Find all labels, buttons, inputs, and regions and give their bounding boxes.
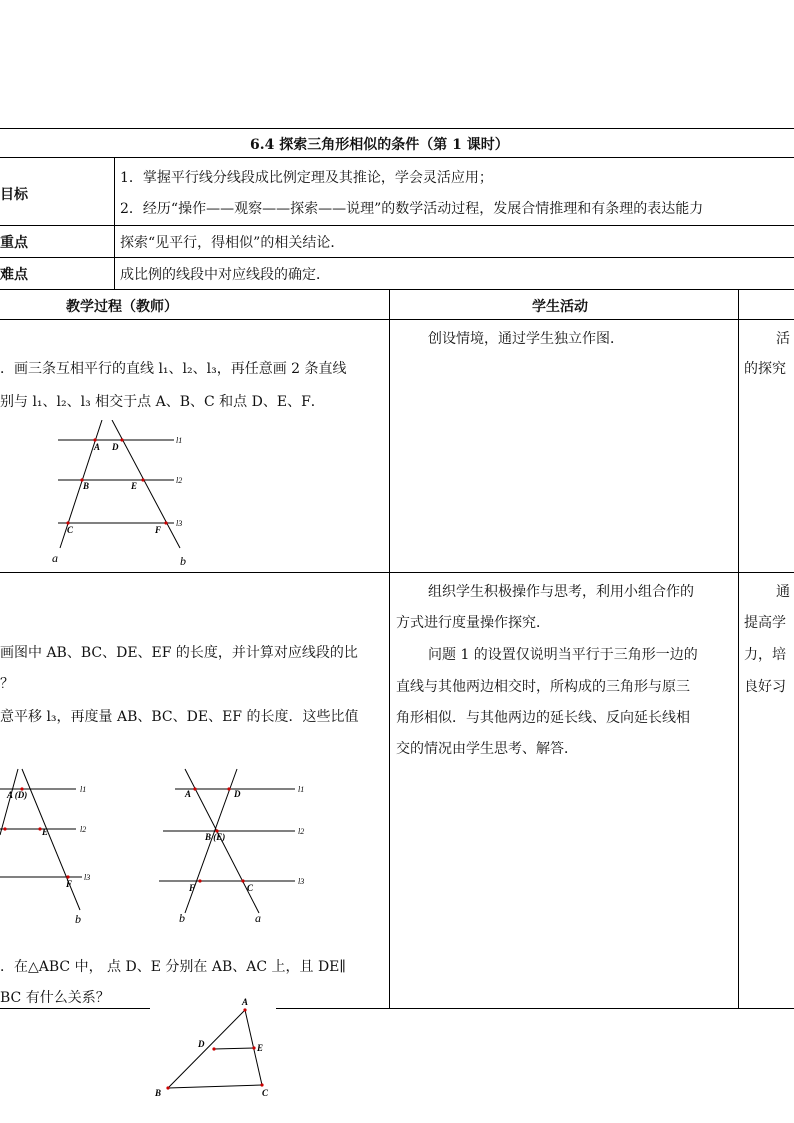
row-divider bbox=[0, 225, 794, 226]
row1-intent-line-1: 活 bbox=[776, 331, 790, 347]
label-l1: l1 bbox=[298, 785, 305, 794]
row2-student-line-2: 方式进行度量操作探究． bbox=[396, 615, 550, 631]
key-point-label: 重点 bbox=[0, 235, 28, 251]
row-divider bbox=[0, 257, 794, 258]
row2-intent-line-4: 良好习 bbox=[744, 679, 786, 695]
label-a: a bbox=[255, 911, 261, 925]
label-D: D bbox=[112, 442, 119, 452]
column-divider bbox=[389, 289, 390, 1008]
label-l2: l2 bbox=[298, 827, 305, 836]
table-top-border bbox=[0, 128, 794, 129]
label-l3: l3 bbox=[298, 877, 305, 886]
goal-item-1: 1．掌握平行线分线段成比例定理及其推论，学会灵活应用； bbox=[120, 170, 493, 186]
figure-parallel-lines bbox=[40, 420, 200, 575]
label-B: B bbox=[155, 1088, 162, 1098]
label-A: A bbox=[94, 442, 101, 452]
key-point-text: 探索“见平行，得相似”的相关结论． bbox=[120, 235, 345, 251]
row1-teacher-line-1: ．画三条互相平行的直线 l₁、l₂、l₃，再任意画 2 条直线 bbox=[0, 361, 347, 377]
column-divider bbox=[738, 289, 739, 1008]
figure-shifted-l3-crossing bbox=[155, 765, 315, 930]
label-l3: l3 bbox=[176, 519, 183, 528]
label-A: A bbox=[242, 997, 249, 1007]
label-BE: B (E) bbox=[205, 832, 226, 842]
student-column-header: 学生活动 bbox=[532, 299, 588, 315]
label-D: D bbox=[234, 789, 241, 799]
row-divider bbox=[0, 289, 794, 290]
row2-student-line-1: 组织学生积极操作与思考，利用小组合作的 bbox=[428, 584, 694, 600]
column-divider bbox=[114, 157, 115, 289]
label-E: E bbox=[42, 827, 49, 837]
row1-intent-line-2: 的探究 bbox=[744, 361, 786, 377]
figure-triangle-ABC bbox=[150, 995, 280, 1105]
label-b: b bbox=[180, 554, 186, 568]
label-b: b bbox=[75, 912, 81, 925]
label-l2: l2 bbox=[80, 825, 87, 834]
label-B: B bbox=[83, 481, 90, 491]
difficulty-label: 难点 bbox=[0, 267, 28, 283]
row2-teacher-line-3: 意平移 l₃，再度量 AB、BC、DE、EF 的长度．这些比值 bbox=[0, 709, 359, 725]
row-divider bbox=[0, 157, 794, 158]
label-l2: l2 bbox=[176, 476, 183, 485]
label-C: C bbox=[67, 525, 74, 535]
row2-student-line-3: 问题 1 的设置仅说明当平行于三角形一边的 bbox=[428, 647, 698, 663]
label-l1: l1 bbox=[176, 436, 183, 445]
label-F: F bbox=[189, 883, 196, 893]
label-C: C bbox=[262, 1088, 269, 1098]
teacher-column-header: 教学过程（教师） bbox=[66, 299, 178, 315]
label-D: D bbox=[198, 1039, 205, 1049]
label-A: A bbox=[185, 789, 192, 799]
goal-item-2: 2．经历“操作——观察——探索——说理”的数学活动过程，发展合情推理和有条理的表达能力 bbox=[120, 201, 704, 217]
row2-intent-line-2: 提高学 bbox=[744, 615, 786, 631]
row-divider bbox=[276, 1008, 794, 1009]
row2-intent-line-3: 力，培 bbox=[744, 647, 786, 663]
row1-student-activity: 创设情境，通过学生独立作图． bbox=[428, 331, 624, 347]
row-divider bbox=[0, 1008, 150, 1009]
label-E: E bbox=[131, 481, 138, 491]
row2-intent-line-1: 通 bbox=[776, 584, 790, 600]
row2-student-line-5: 角形相似．与其他两边的延长线、反向延长线相 bbox=[396, 710, 690, 726]
row2-student-line-6: 交的情况由学生思考、解答． bbox=[396, 741, 578, 757]
goals-label: 目标 bbox=[0, 187, 28, 203]
page-title: 6.4 探索三角形相似的条件（第 1 课时） bbox=[250, 137, 509, 153]
label-a: a bbox=[52, 551, 58, 565]
row-divider bbox=[0, 319, 794, 320]
row2-teacher-line-1: 画图中 AB、BC、DE、EF 的长度，并计算对应线段的比 bbox=[0, 645, 358, 661]
label-E: E bbox=[257, 1043, 264, 1053]
label-b: b bbox=[179, 911, 185, 925]
label-F: F bbox=[155, 525, 162, 535]
label-C: C bbox=[247, 883, 254, 893]
row2-teacher-line-4: ．在△ABC 中， 点 D、E 分别在 AB、AC 上，且 DE∥ bbox=[0, 959, 346, 975]
row2-teacher-line-2: ？ bbox=[0, 676, 14, 692]
label-l1: l1 bbox=[80, 785, 87, 794]
row1-teacher-line-2: 别与 l₁、l₂、l₃ 相交于点 A、B、C 和点 D、E、F． bbox=[0, 394, 325, 410]
figure-shifted-l3-left bbox=[0, 765, 110, 925]
label-F: F bbox=[66, 879, 73, 889]
label-AD: A (D) bbox=[7, 790, 28, 800]
row2-teacher-line-5: BC 有什么关系？ bbox=[0, 990, 110, 1006]
difficulty-text: 成比例的线段中对应线段的确定． bbox=[120, 267, 330, 283]
label-l3: l3 bbox=[84, 873, 91, 882]
row2-student-line-4: 直线与其他两边相交时，所构成的三角形与原三 bbox=[396, 679, 690, 695]
